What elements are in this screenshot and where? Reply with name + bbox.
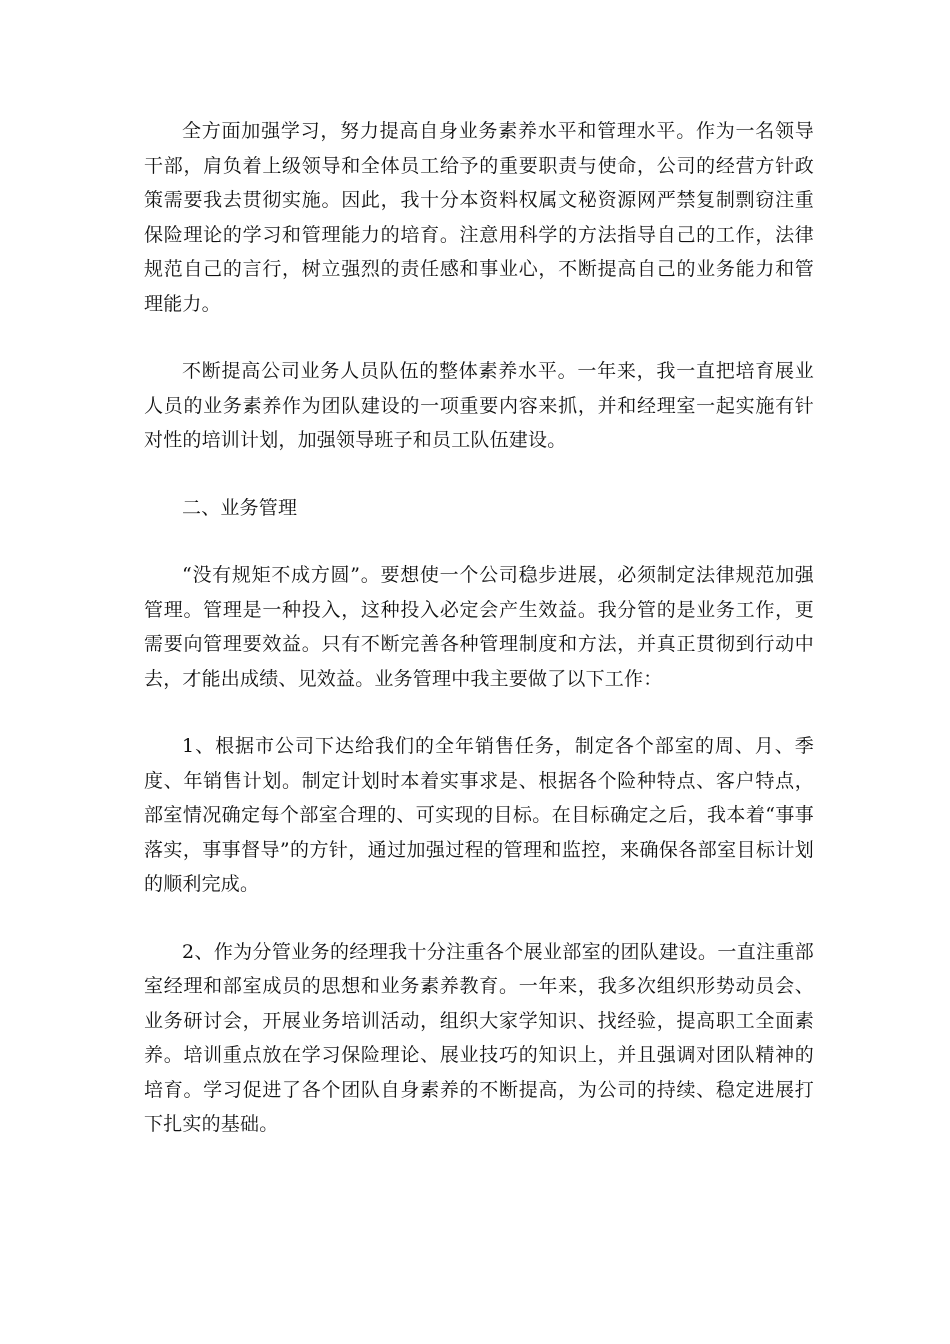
paragraph-team-building: 2、作为分管业务的经理我十分注重各个展业部室的团队建设。一直注重部室经理和部室成员的思想和业务素养教育。一年来，我多次组织形势动员会、业务研讨会，开展业务培训活动，组织大家学知识、找经验，提高职工全面素养。培训重点放在学习保险理论、展业技巧的知识上，并且强调对团队精神的培育。学习促进了各个团队自身素养的不断提高，为公司的持续、稳定进展打下扎实的基础。 — [144, 940, 814, 1135]
paragraph-sales-plan: 1、根据市公司下达给我们的全年销售任务，制定各个部室的周、月、季度、年销售计划。制定计划时本着实事求是、根据各个险种特点、客户特点，部室情况确定每个部室合理的、可实现的目标。在目标确定之后，我本着“事事落实，事事督导”的方针，通过加强过程的管理和监控，来确保各部室目标计划的顺利完成。 — [144, 735, 814, 895]
section-heading: 二、业务管理 — [182, 496, 298, 519]
document-body — [144, 114, 814, 1175]
paragraph-study: 全方面加强学习，努力提高自身业务素养水平和管理水平。作为一名领导干部，肩负着上级领导和全体员工给予的重要职责与使命，公司的经营方针政策需要我去贯彻实施。因此，我十分本资料权属文秘资源网严禁复制剽窃注重保险理论的学习和管理能力的培育。注意用科学的方法指导自己的工作，法律规范自己的言行，树立强烈的责任感和事业心，不断提高自己的业务能力和管理能力。 — [144, 120, 814, 315]
paragraph-team-quality: 不断提高公司业务人员队伍的整体素养水平。一年来，我一直把培育展业人员的业务素养作为团队建设的一项重要内容来抓，并和经理室一起实施有针对性的培训计划，加强领导班子和员工队伍建设。 — [144, 360, 814, 451]
paragraph-rules: “没有规矩不成方圆”。要想使一个公司稳步进展，必须制定法律规范加强管理。管理是一种投入，这种投入必定会产生效益。我分管的是业务工作，更需要向管理要效益。只有不断完善各种管理制度和方法，并真正贯彻到行动中去，才能出成绩、见效益。业务管理中我主要做了以下工作： — [144, 564, 814, 690]
